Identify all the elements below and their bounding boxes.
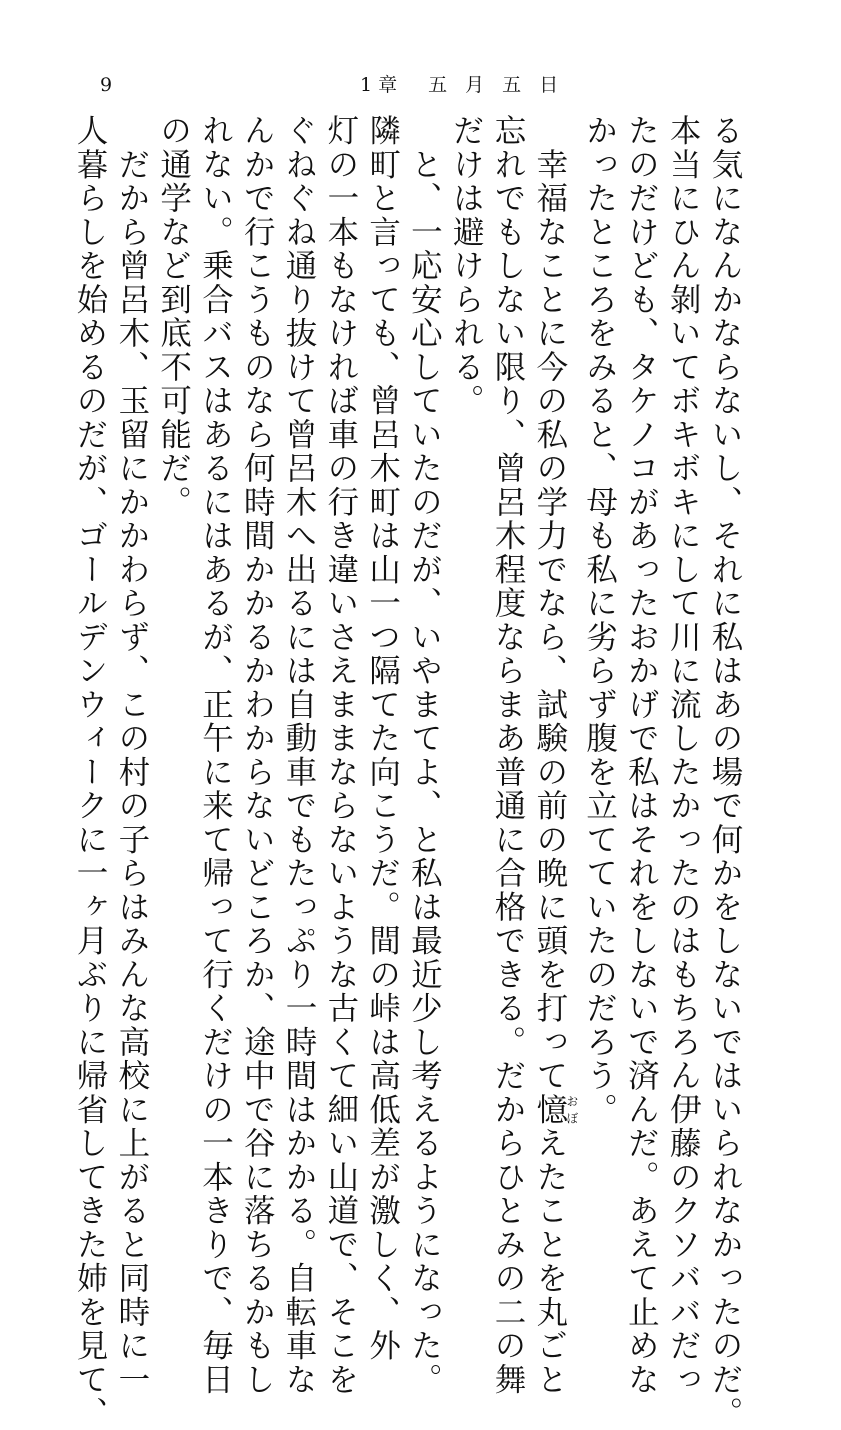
chapter-header: 1章 五 月 五 日 [360, 74, 565, 96]
text-line-10: 灯の一本もなければ車の行き違いさえままならないような古くて細い山道で、そこを [322, 114, 359, 1397]
text-line-5-before: 幸福なことに今の私の学力でなら、試験の前の晩に頭を打って [531, 114, 568, 1093]
text-line-1: る気になんかならないし、それに私はあの場で何かをしないではいられなかったのだ。 [707, 114, 743, 1430]
text-line-4: かったところをみると、母も私に劣らず腹を立てていたのだろう。 [581, 114, 618, 1127]
ruby-annotation [531, 1092, 579, 1127]
ruby-base: 憶 [531, 1092, 568, 1127]
ruby-reading: おぼ [564, 1092, 579, 1127]
text-line-16: 人暮らしを始めるのだが、ゴールデンウィークに一ヶ月ぶりに帰省してきた姉を見て、 [72, 114, 109, 1430]
text-line-9: 隣町と言っても、曾呂木町は山一つ隔てた向こうだ。間の峠は高低差が激しく、外 [364, 114, 401, 1363]
text-line-8: と、一応安心していたのだが、いやまてよ、と私は最近少し考えるようになった。 [406, 114, 443, 1397]
text-line-7: だけは避けられる。 [448, 114, 485, 418]
text-line-5 [528, 114, 579, 1397]
vertical-body-text [68, 114, 745, 1430]
text-line-5-after: えたことを丸ごと [531, 1126, 568, 1397]
text-line-2: 本当にひん剝いてボキボキにして川に流したかったのはもちろん伊藤のクソババだっ [665, 114, 702, 1397]
text-line-6: 忘れでもしない限り、曾呂木程度ならまあ普通に合格できる。だからひとみの二の舞 [490, 114, 527, 1397]
text-line-15: だから曾呂木、玉留にかかわらず、この村の子らはみんな高校に上がると同時に一 [113, 114, 150, 1397]
text-line-12: んかで行こうものなら何時間かかるかわからないどころか、途中で谷に落ちるかもし [239, 114, 276, 1397]
page-number: 9 [100, 74, 113, 96]
text-line-13: れない。乗合バスはあるにはあるが、正午に来て帰って行くだけの一本きりで、毎日 [197, 114, 234, 1397]
text-line-11: ぐねぐね通り抜けて曾呂木へ出るには自動車でもたっぷり一時間はかかる。自転車な [281, 114, 318, 1397]
text-line-3: たのだけども、タケノコがあったおかげで私はそれをしないで済んだ。あえて止めな [623, 114, 660, 1397]
text-line-14: の通学など到底不可能だ。 [155, 114, 192, 519]
